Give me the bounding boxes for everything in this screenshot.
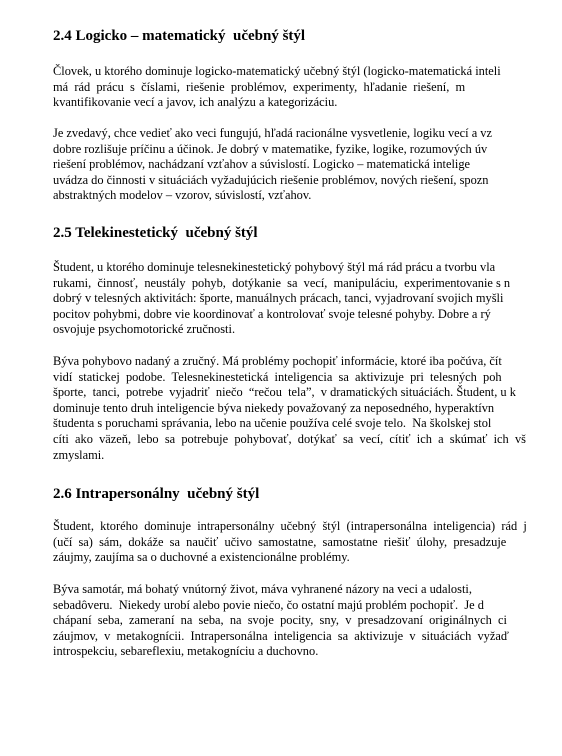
text-line: dominuje tento druh inteligencie býva niekedy považovaný za neposedného, hyperaktívn bbox=[53, 400, 495, 415]
section-heading-2-4: 2.4 Logicko – matematický učebný štýl bbox=[53, 28, 306, 44]
text-line: chápaní seba, zameraní na seba, na svoje pocity, sny, v presadzovaní originálnych ci bbox=[53, 613, 507, 628]
document-page bbox=[53, 0, 562, 756]
paragraph bbox=[53, 126, 562, 204]
text-line: záujmy, zaujíma sa o duchovné a existencionálne problémy. bbox=[53, 550, 350, 565]
text-line: športe, tanci, potrebe vyjadriť niečo “rečou tela”, v dramatických situáciách. Študent, u k bbox=[53, 385, 516, 400]
text-line: Býva samotár, má bohatý vnútorný život, máva vyhranené názory na veci a udalosti, bbox=[53, 582, 472, 596]
text-line: má rád prácu s číslami, riešenie problémov, experimenty, hľadanie riešení, m bbox=[53, 79, 466, 94]
text-line: uvádza do činnosti v situáciách vyžadujúcich riešenie problémov, nových riešení, spozn bbox=[53, 172, 489, 187]
text-line: Študent, u ktorého dominuje telesnekinestetický pohybový štýl má rád prácu a tvorbu vla bbox=[53, 260, 496, 274]
text-line: dobrý v telesných aktivitách: športe, manuálnych prácach, tanci, vyjadrovaní svojich myšli bbox=[53, 291, 504, 306]
text-line: Človek, u ktorého dominuje logicko-matematický učebný štýl (logicko-matematická inteli bbox=[53, 64, 501, 78]
section-heading-2-5: 2.5 Telekinestetický učebný štýl bbox=[53, 225, 258, 241]
text-line: dobre rozlišuje príčinu a účinok. Je dobrý v matematike, fyzike, logike, rozumových úv bbox=[53, 141, 488, 156]
paragraph bbox=[53, 260, 562, 338]
text-line: (učí sa) sám, dokáže sa naučiť učivo samostatne, samostatne riešiť úlohy, presadzuje bbox=[53, 534, 507, 549]
text-line: riešení problémov, nachádzaní vzťahov a súvislostí. Logicko – matematická intelige bbox=[53, 157, 471, 172]
section-heading-2-6: 2.6 Intrapersonálny učebný štýl bbox=[53, 486, 260, 502]
text-line: pocitov pohybmi, dobre vie koordinovať a kontrolovať svoje telesné pohyby. Dobre a rý bbox=[53, 306, 491, 321]
paragraph bbox=[53, 64, 562, 111]
text-line: zmyslami. bbox=[53, 447, 105, 462]
text-line: študenta s poruchami správania, lebo na učenie používa celé svoje telo. Na školskej stol bbox=[53, 416, 492, 431]
text-line: záujmov, v metakognícii. Intrapersonálna inteligencia sa aktivizuje v situáciách vyžaď bbox=[53, 628, 509, 643]
paragraph bbox=[53, 519, 562, 566]
paragraph bbox=[53, 354, 562, 463]
text-line: Je zvedavý, chce vedieť ako veci fungujú, hľadá racionálne vysvetlenie, logiku vecí a vz bbox=[53, 126, 493, 140]
text-line: sebadôveru. Niekedy urobí alebo povie niečo, čo ostatní majú problém pochopiť. Je d bbox=[53, 597, 484, 612]
text-line: cíti ako väzeň, lebo sa potrebuje pohybovať, dotýkať sa vecí, cítiť ich a skúmať ich vš bbox=[53, 431, 526, 446]
text-line: vidí statickej podobe. Telesnekinestetická inteligencia sa aktivizuje pri telesných poh bbox=[53, 369, 502, 384]
text-line: osvojuje psychomotorické zručnosti. bbox=[53, 322, 236, 337]
text-line: abstraktných modelov – vzorov, súvislostí, vzťahov. bbox=[53, 188, 312, 203]
text-line: rukami, činnosť, neustály pohyb, dotýkanie sa vecí, manipuláciu, experimentovanie s n bbox=[53, 275, 511, 290]
text-line: Býva pohybovo nadaný a zručný. Má problémy pochopiť informácie, ktoré iba počúva, čít bbox=[53, 354, 502, 368]
text-line: introspekciu, sebareflexiu, metakogníciu a duchovno. bbox=[53, 644, 319, 659]
paragraph bbox=[53, 582, 562, 660]
text-line: kvantifikovanie vecí a javov, ich analýzu a kategorizáciu. bbox=[53, 95, 338, 110]
text-line: Študent, ktorého dominuje intrapersonálny učebný štýl (intrapersonálna inteligencia) rád j bbox=[53, 519, 527, 533]
